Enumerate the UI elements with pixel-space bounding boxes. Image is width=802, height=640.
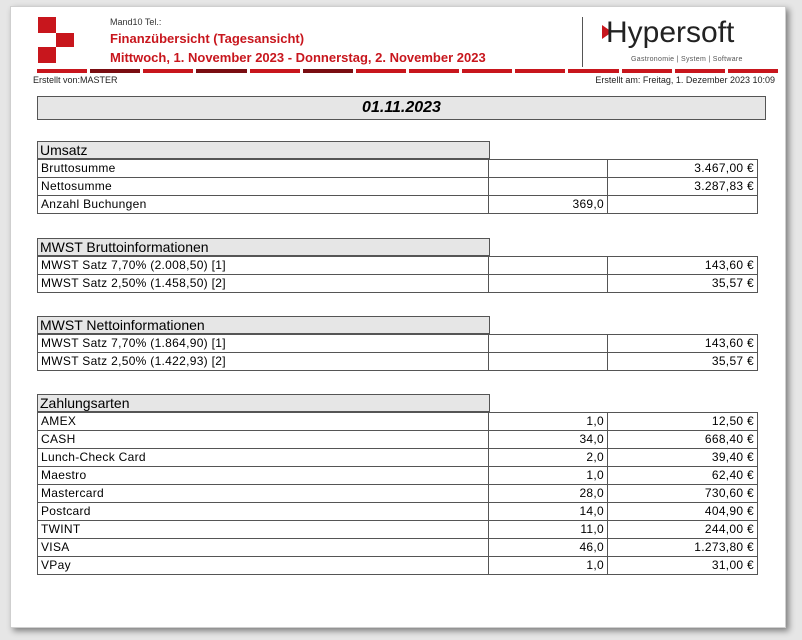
table-row — [38, 257, 758, 275]
row-count — [489, 353, 608, 371]
row-label: MWST Satz 2,50% (1.422,93) [2] — [38, 353, 489, 371]
date-banner: 01.11.2023 — [37, 96, 766, 120]
table-row — [38, 353, 758, 371]
report-title: Finanzübersicht (Tagesansicht) — [110, 31, 305, 46]
row-label: MWST Satz 7,70% (2.008,50) [1] — [38, 257, 489, 275]
row-label: Anzahl Buchungen — [38, 196, 489, 214]
umsatz-table — [37, 159, 758, 214]
header-color-strip — [37, 69, 778, 73]
section-title-umsatz: Umsatz — [37, 141, 490, 159]
section-title-mwst-netto: MWST Nettoinformationen — [37, 316, 490, 334]
row-count: 34,0 — [489, 431, 608, 449]
row-count: 1,0 — [489, 467, 608, 485]
row-count — [489, 335, 608, 353]
row-amount: 404,90 € — [608, 503, 758, 521]
row-amount: 35,57 € — [608, 353, 758, 371]
row-count: 14,0 — [489, 503, 608, 521]
row-count: 1,0 — [489, 557, 608, 575]
mwst-brutto-table — [37, 256, 758, 293]
row-label: Postcard — [38, 503, 489, 521]
created-at: Erstellt am: Freitag, 1. Dezember 2023 10:09 — [595, 75, 775, 85]
row-amount: 3.287,83 € — [608, 178, 758, 196]
table-row — [38, 413, 758, 431]
mwst-netto-table — [37, 334, 758, 371]
table-row — [38, 539, 758, 557]
row-count: 1,0 — [489, 413, 608, 431]
row-count — [489, 257, 608, 275]
report-page — [10, 6, 786, 628]
table-row — [38, 521, 758, 539]
row-label: TWINT — [38, 521, 489, 539]
row-label: AMEX — [38, 413, 489, 431]
header-divider — [582, 17, 583, 67]
row-label: Maestro — [38, 467, 489, 485]
row-amount: 3.467,00 € — [608, 160, 758, 178]
row-count — [489, 178, 608, 196]
row-amount: 1.273,80 € — [608, 539, 758, 557]
table-row — [38, 503, 758, 521]
brand-tagline: Gastronomie | System | Software — [631, 56, 743, 63]
created-by: Erstellt von:MASTER — [33, 75, 118, 85]
row-label: Lunch-Check Card — [38, 449, 489, 467]
row-label: CASH — [38, 431, 489, 449]
row-label: Nettosumme — [38, 178, 489, 196]
row-label: MWST Satz 7,70% (1.864,90) [1] — [38, 335, 489, 353]
row-amount — [608, 196, 758, 214]
company-line: Mand10 Tel.: — [110, 17, 162, 27]
table-row — [38, 431, 758, 449]
row-count — [489, 160, 608, 178]
brand-name: Hypersoft — [606, 16, 735, 49]
row-amount: 39,40 € — [608, 449, 758, 467]
row-amount: 12,50 € — [608, 413, 758, 431]
table-row — [38, 449, 758, 467]
table-row — [38, 160, 758, 178]
row-label: VPay — [38, 557, 489, 575]
row-count: 46,0 — [489, 539, 608, 557]
table-row — [38, 275, 758, 293]
row-label: VISA — [38, 539, 489, 557]
section-title-zahlungsarten: Zahlungsarten — [37, 394, 490, 412]
row-amount: 730,60 € — [608, 485, 758, 503]
row-amount: 143,60 € — [608, 257, 758, 275]
table-row — [38, 557, 758, 575]
section-title-mwst-brutto: MWST Bruttoinformationen — [37, 238, 490, 256]
row-amount: 35,57 € — [608, 275, 758, 293]
row-count: 2,0 — [489, 449, 608, 467]
row-label: Bruttosumme — [38, 160, 489, 178]
row-amount: 244,00 € — [608, 521, 758, 539]
table-row — [38, 196, 758, 214]
row-amount: 31,00 € — [608, 557, 758, 575]
table-row — [38, 335, 758, 353]
row-count — [489, 275, 608, 293]
row-label: Mastercard — [38, 485, 489, 503]
row-count: 28,0 — [489, 485, 608, 503]
row-amount: 143,60 € — [608, 335, 758, 353]
row-label: MWST Satz 2,50% (1.458,50) [2] — [38, 275, 489, 293]
table-row — [38, 467, 758, 485]
row-amount: 668,40 € — [608, 431, 758, 449]
date-range: Mittwoch, 1. November 2023 - Donnerstag, 2. November 2023 — [110, 50, 486, 65]
row-count: 11,0 — [489, 521, 608, 539]
table-row — [38, 485, 758, 503]
row-count: 369,0 — [489, 196, 608, 214]
zahlungsarten-table — [37, 412, 758, 575]
table-row — [38, 178, 758, 196]
row-amount: 62,40 € — [608, 467, 758, 485]
